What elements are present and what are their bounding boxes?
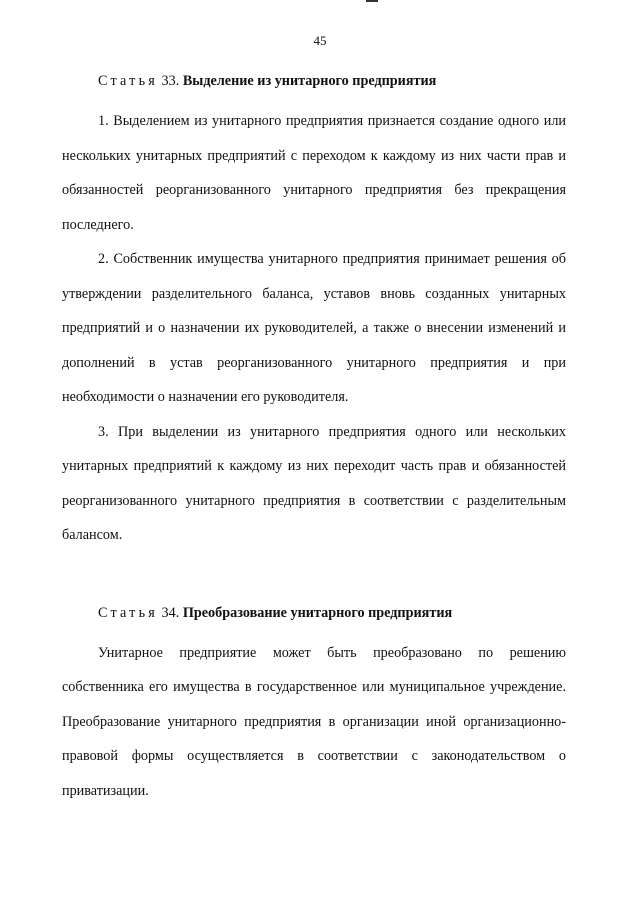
article-33-paragraph-3: 3. При выделении из унитарного предприятия одного или нескольких унитарных предприятий к каждому из них переходит часть прав и обязанностей реорганизованного унитарного предприятия в соответствии с разделительным балансом. — [62, 423, 566, 543]
article-33-heading — [62, 64, 566, 98]
article-number: 34. — [161, 604, 180, 621]
page-number: 45 — [313, 33, 327, 48]
article-title: Выделение из унитарного предприятия — [182, 73, 437, 89]
article-33-paragraph-1: 1. Выделением из унитарного предприятия признается создание одного или нескольких унитарных предприятий с переходом к каждому из них части прав и обязанностей реорганизованного унитарного предприятия без прекращения последнего. — [62, 113, 566, 233]
article-33-paragraph-2: 2. Собственник имущества унитарного предприятия принимает решения об утверждении разделительного баланса, уставов вновь созданных унитарных предприятий и о назначении их руководителей, а также о внесении изменений и дополнений в устав реорганизованного унитарного предприятия и при необходимости о назначении его руководителя. — [62, 251, 566, 405]
article-34-paragraph-1: Унитарное предприятие может быть преобразовано по решению собственника его имущества в государственное или муниципальное учреждение. Преобразование унитарного предприятия в организации иной организационно-правовой формы осуществляется в соответствии с законодательством о приватизации. — [62, 644, 566, 799]
article-34-heading — [62, 596, 566, 630]
article-title: Преобразование унитарного предприятия — [182, 604, 453, 621]
article-number: 33. — [161, 73, 180, 89]
document-body — [62, 64, 566, 808]
article-label: Статья — [98, 604, 158, 621]
article-label: Статья — [98, 73, 158, 89]
scan-edge-mark — [366, 0, 378, 2]
